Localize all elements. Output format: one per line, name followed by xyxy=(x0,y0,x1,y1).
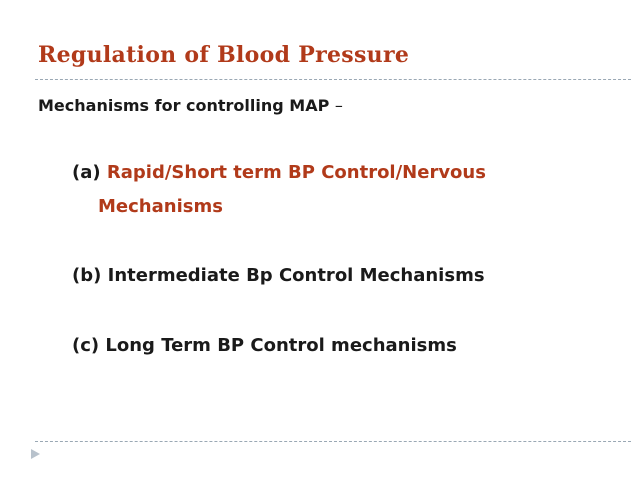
footer-divider xyxy=(35,441,631,442)
list-item-text: Long Term BP Control mechanisms xyxy=(105,335,457,356)
list-item-text-continued: Mechanisms xyxy=(98,196,223,217)
list-item-b xyxy=(72,259,612,293)
title-divider xyxy=(35,79,631,80)
list-item-text: Rapid/Short term BP Control/Nervous xyxy=(106,162,486,183)
list-item-text: Intermediate Bp Control Mechanisms xyxy=(107,265,485,286)
subtitle-dash: – xyxy=(334,96,343,115)
list-item-c xyxy=(72,329,612,363)
slide-title: Regulation of Blood Pressure xyxy=(38,42,410,68)
subtitle-text: Mechanisms for controlling MAP xyxy=(38,96,330,115)
list-item-prefix: (c) xyxy=(72,335,100,356)
list-item-a xyxy=(72,156,612,224)
triangle-right-icon xyxy=(29,448,41,460)
list-item-prefix: (b) xyxy=(72,265,102,286)
slide-subtitle xyxy=(38,96,343,115)
list-item-prefix: (a) xyxy=(72,162,101,183)
